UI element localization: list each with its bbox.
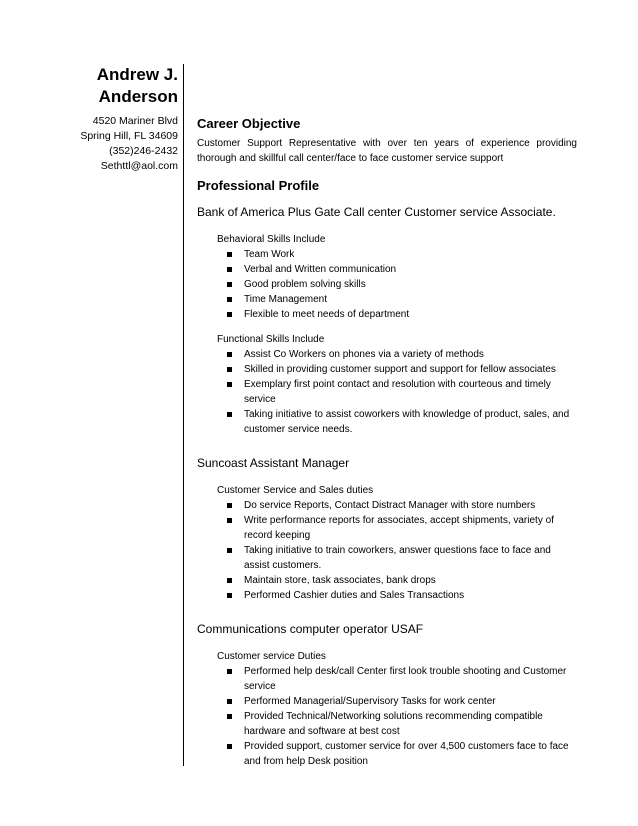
list-item: Performed Cashier duties and Sales Transactions [217, 588, 577, 603]
career-objective-title: Career Objective [197, 116, 301, 131]
skill-list [217, 664, 577, 769]
list-item: Time Management [217, 292, 577, 307]
list-item: Skilled in providing customer support and support for fellow associates [217, 362, 577, 377]
sidebar [0, 64, 182, 174]
list-item: Performed help desk/call Center first look trouble shooting and Customer service [217, 664, 577, 694]
list-item: Performed Managerial/Supervisory Tasks for work center [217, 694, 577, 709]
job-title: Suncoast Assistant Manager [197, 456, 350, 470]
contact-email: Sethttl@aol.com [100, 160, 178, 172]
job-title: Communications computer operator USAF [197, 622, 424, 636]
list-item: Team Work [217, 247, 577, 262]
list-item: Good problem solving skills [217, 277, 577, 292]
contact-phone: (352)246-2432 [109, 145, 178, 157]
list-item: Assist Co Workers on phones via a variety of methods [217, 347, 577, 362]
contact-address-line-2: Spring Hill, FL 34609 [80, 130, 178, 142]
skill-group [217, 232, 577, 437]
list-item: Maintain store, task associates, bank drops [217, 573, 577, 588]
list-item: Exemplary first point contact and resolution with courteous and timely service [217, 377, 577, 407]
name-line-2: Anderson [98, 87, 178, 106]
list-item: Provided support, customer service for over 4,500 customers face to face and from help Desk position [217, 739, 577, 769]
list-item: Flexible to meet needs of department [217, 307, 577, 322]
skill-list [217, 347, 577, 437]
job-title: Bank of America Plus Gate Call center Customer service Associate. [197, 205, 556, 219]
vertical-divider [183, 64, 184, 766]
list-item: Provided Technical/Networking solutions recommending compatible hardware and software at best cost [217, 709, 577, 739]
skill-group-title: Functional Skills Include [217, 334, 325, 345]
list-item: Do service Reports, Contact Distract Manager with store numbers [217, 498, 577, 513]
skill-group-title: Customer service Duties [217, 651, 326, 662]
list-item: Write performance reports for associates, accept shipments, variety of record keeping [217, 513, 577, 543]
contact-address-line-1: 4520 Mariner Blvd [92, 115, 178, 127]
list-item: Taking initiative to assist coworkers with knowledge of product, sales, and customer service needs. [217, 407, 577, 437]
main-content [197, 116, 577, 779]
professional-profile-title: Professional Profile [197, 178, 320, 193]
skill-group-title: Customer Service and Sales duties [217, 485, 374, 496]
skill-list [217, 498, 577, 603]
list-item: Verbal and Written communication [217, 262, 577, 277]
skill-list [217, 247, 577, 322]
name-line-1: Andrew J. [96, 65, 178, 84]
skill-group-title: Behavioral Skills Include [217, 234, 326, 245]
skill-group [217, 483, 577, 603]
list-item: Taking initiative to train coworkers, answer questions face to face and assist customers. [217, 543, 577, 573]
candidate-name [0, 64, 182, 108]
career-objective-text: Customer Support Representative with over ten years of experience providing thorough and skillful call center/face to face customer service support [197, 138, 577, 164]
skill-group [217, 649, 577, 769]
